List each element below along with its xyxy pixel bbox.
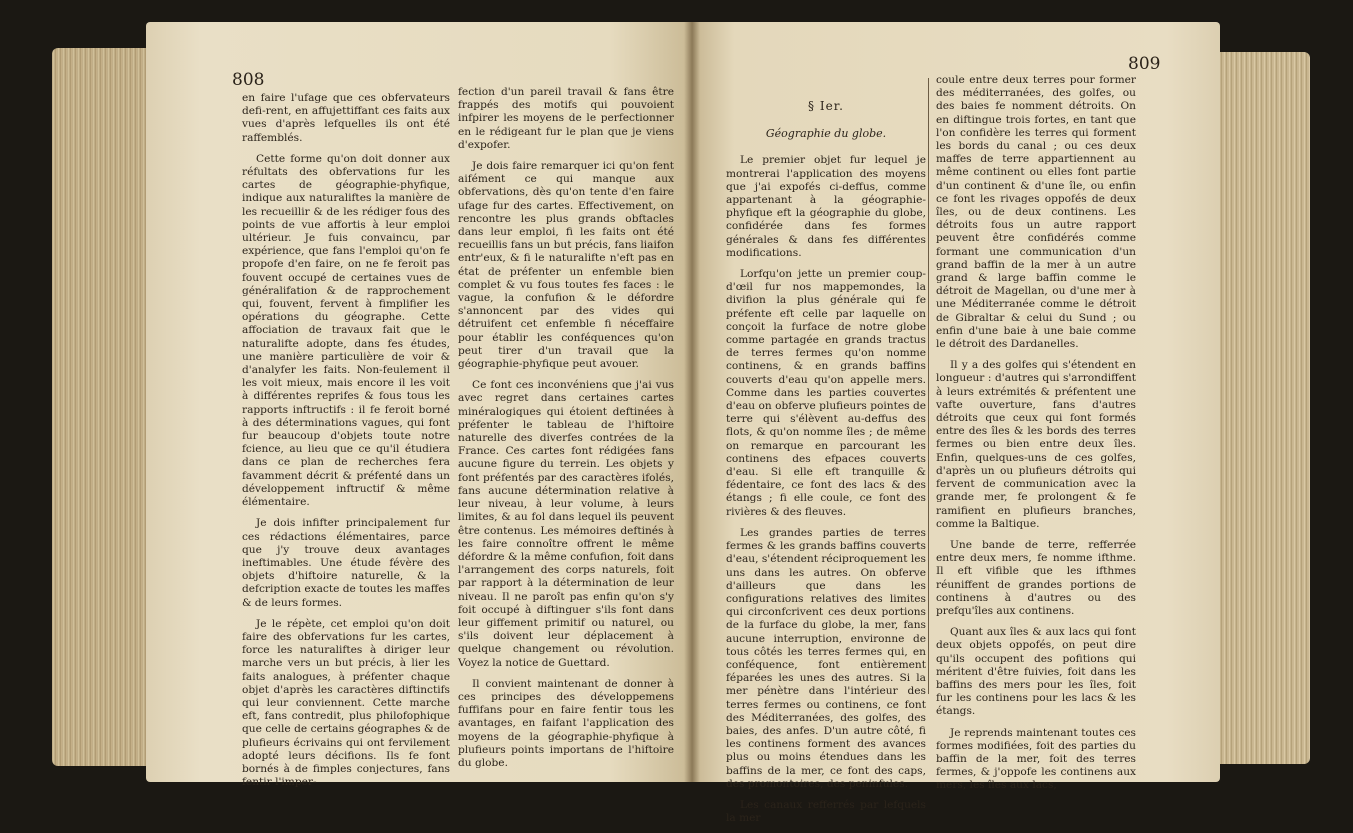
book-gutter <box>684 22 700 782</box>
right-page-stack-edge <box>1218 52 1310 764</box>
paragraph: Je le répète, cet emploi qu'on doit faire des obfervations fur les cartes, force les naturaliftes à diriger leur marche vers un but précis, à lier les faits analogues, à préfenter chaque objet d'après les caractères diftinctifs qui leur conviennent. Cette marche eft, fans contredit, plus philofophique que celle de certains géographes & de plufieurs écrivains qui ont fervilement adopté leurs décifions. Ils fe font bornés à de fimples conjectures, fans fentir l'imper- <box>242 617 450 789</box>
column-divider <box>928 78 929 694</box>
paragraph: Je reprends maintenant toutes ces formes modifiées, foit des parties du baffin de la mer, foit des terres fermes, & j'oppofe les continens aux mers, les îles aux lacs, <box>936 726 1136 792</box>
paragraph: Lorfqu'on jette un premier coup-d'œil fur nos mappemondes, la divifion la plus générale qui fe préfente eft celle par laquelle on conçoit la furface de notre globe comme partagée en grands tractus de terres fermes qu'on nomme continens, & en grands baffins couverts d'eau qu'on appelle mers. Comme dans les parties couvertes d'eau on obferve plufieurs pointes de terre qui s'élèvent au-deffus des flots, & qu'on nomme îles ; de même on remarque en parcourant les continens des efpaces couverts d'eau. Si elle eft tranquille & fédentaire, ce font des lacs & des étangs ; fi elle coule, ce font des rivières & des fleuves. <box>726 268 926 518</box>
left-page-number: 808 <box>232 70 265 90</box>
paragraph: Les canaux refferrés par lefquels la mer <box>726 798 926 825</box>
right-page <box>692 22 1220 825</box>
paragraph: Quant aux îles & aux lacs qui font deux objets oppofés, on peut dire qu'ils occupent des pofitions qui méritent d'être fuivies, foit dans les baffins des mers pour les îles, foit fur les continens pour les lacs & les étangs. <box>936 626 1136 718</box>
paragraph: Une bande de terre, refferrée entre deux mers, fe nomme ifthme. Il eft vifible que les ifthmes réuniffent de grandes portions de continens à d'autres ou des prefqu'îles aux continens. <box>936 538 1136 617</box>
paragraph: Ce font ces inconvéniens que j'ai vus avec regret dans certaines cartes minéralogiques qui étoient deftinées à préfenter le tableau de l'hiftoire naturelle des diverfes contrées de la France. Ces cartes font rédigées fans aucune figure du terrein. Les objets y font préfentés par des caractères ifolés, fans aucune détermination relative à leur niveau, à leur volume, à leurs limites, & au fol dans lequel ils peuvent être contenus. Les mémoires deftinés à les faire connoître offrent le même défordre & la même confufion, foit dans l'arrangement des corps naturels, foit par rapport à la détermination de leur niveau. Il ne paroît pas enfin qu'on s'y foit occupé à diftinguer s'ils font dans leur giffement primitif ou naturel, ou s'ils doivent leur déplacement à quelque changement ou révolution. Voyez la notice de Guettard. <box>458 379 674 669</box>
paragraph: fection d'un pareil travail & fans être frappés des motifs qui pouvoient infpirer les moyens de le perfectionner en le rédigeant fur le plan que je viens d'expofer. <box>458 86 674 151</box>
paragraph: Il convient maintenant de donner à ces principes des développemens fuffifans pour en faire fentir tous les avantages, en faifant l'application des moyens de la géographie-phyfique à plufieurs points importans de l'hiftoire du globe. <box>458 677 674 769</box>
paragraph: Cette forme qu'on doit donner aux réfultats des obfervations fur les cartes de géographie-phyfique, indique aux naturaliftes la manière de les recueillir & de les rédiger fous des points de vue affortis à leur emploi ultérieur. Je fuis convaincu, par expérience, que fans l'emploi qu'on fe propofe d'en faire, on ne fe feroit pas fouvent occupé de certaines vues de généralifation & de rapprochement qui, fouvent, fervent à fimplifier les opérations du géographe. Cette affociation de travaux fait que le naturalifte adopte, dans fes études, une manière particulière de voir & d'analyfer les faits. Non-feulement il les voit mieux, mais encore il les voit à différentes reprifes & fous tous les rapports inftructifs : il fe feroit borné à des déterminations vagues, qui font fur beaucoup d'objets toute notre fcience, au lieu que ce qu'il étudiera dans ce plan de recherches fera favamment décrit & préfenté dans un développement inftructif & même élémentaire. <box>242 152 450 509</box>
paragraph: Je dois infifter principalement fur ces rédactions élémentaires, parce que j'y trouve deux avantages ineftimables. Une étude févère des objets d'hiftoire naturelle, & la defcription exacte de toutes les maffes & de leurs formes. <box>242 517 451 609</box>
section-title: § Ier. <box>808 99 844 113</box>
paragraph: Le premier objet fur lequel je montrerai l'application des moyens que j'ai expofés ci-deffus, comme appartenant à la géographie-phyfique eft la géographie du globe, confidérée dans fes formes générales & dans fes différentes modifications. <box>726 154 926 259</box>
section-subtitle: Géographie du globe. <box>765 127 887 141</box>
right-page-number: 809 <box>1128 54 1161 74</box>
left-page-column-2 <box>458 86 674 778</box>
left-page-column-1 <box>242 92 450 797</box>
paragraph: Il y a des golfes qui s'étendent en longueur : d'autres qui s'arrondiffent à leurs extrémités & préfentent une vafte ouverture, fans d'autres détroits que ceux qui font formés entre des îles & les bords des terres fermes ou bien entre deux îles. Enfin, quelques-uns de ces golfes, d'après un ou plufieurs détroits qui fervent de communication avec la grande mer, fe prolongent & fe ramifient en plufieurs branches, comme la Baltique. <box>936 359 1136 530</box>
paragraph: en faire l'ufage que ces obfervateurs defi-rent, en affujettiffant ces faits aux vues d'après lefquelles ils ont été raffemblés. <box>242 92 450 144</box>
paragraph: coule entre deux terres pour former des méditerranées, des golfes, ou des baies fe nomment détroits. On en diftingue trois fortes, en tant que l'on confidère les terres qui forment les bords du canal ; ou ces deux maffes de terre appartiennent au même continent ou elles font partie d'un continent & d'une île, ou enfin ce font les rivages oppofés de deux îles, ou de deux continens. Les détroits fous un autre rapport peuvent être confidérés comme formant une communication d'un grand baffin de la mer à un autre grand & large baffin comme le détroit de Magellan, ou d'une mer à une Méditerranée comme le détroit de Gibraltar & celui du Sund ; ou enfin d'une baie à une baie comme le détroit des Dardanelles. <box>936 74 1136 351</box>
left-page <box>146 22 692 789</box>
paragraph: Les grandes parties de terres fermes & les grands baffins couverts d'eau, s'étendent réciproquement les uns dans les autres. On obferve d'ailleurs que dans les configurations relatives des limites qui circonfcrivent ces deux portions de la furface du globe, la mer, fans aucune interruption, environne de tous côtés les terres fermes qui, en conféquence, font entièrement féparées les unes des autres. Si la mer pénètre dans l'intérieur des terres fermes ou continens, ce font des Méditerranées, des golfes, des baies, des anfes. D'un autre côté, fi les continens forment des avances plus ou moins étendues dans les baffins de la mer, ce font des caps, des promontoires, des peninfules. <box>726 526 926 790</box>
right-page-column-2 <box>936 74 1136 801</box>
left-page-stack-edge <box>52 48 148 766</box>
paragraph: Je dois faire remarquer ici qu'on fent aifément ce qui manque aux obfervations, dès qu'on tente d'en faire ufage fur des cartes. Effectivement, on rencontre les plus grands obftacles dans leur emploi, fi les faits ont été recueillis fans un but précis, fans liaifon entr'eux, & fi le naturalifte n'eft pas en état de préfenter un enfemble bien complet & vu fous toutes fes faces : le vague, la confufion & le défordre s'annoncent par des vides qui détruifent cet enfemble fi néceffaire pour établir les conféquences qu'on peut tirer d'un travail que la géographie-phyfique peut avouer. <box>458 160 674 371</box>
right-page-column-1 <box>726 86 926 833</box>
